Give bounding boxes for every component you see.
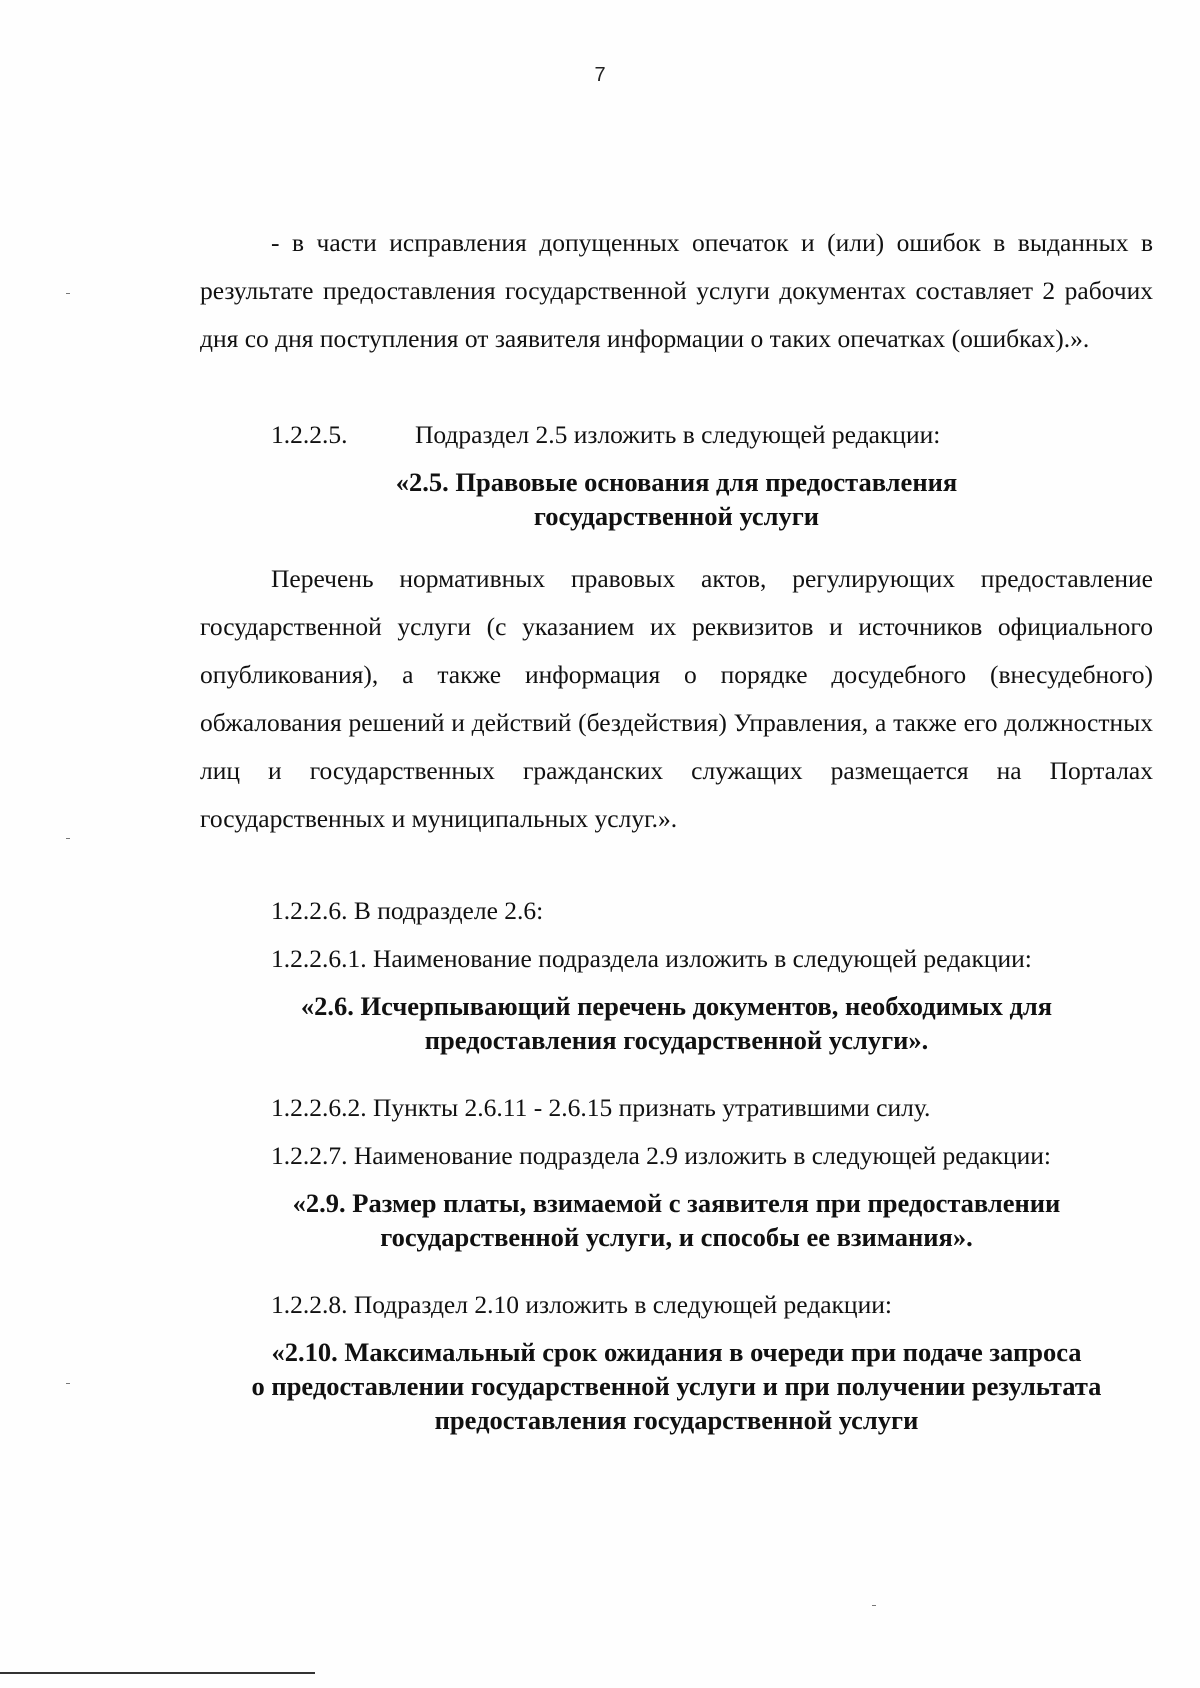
scan-mark xyxy=(66,838,70,839)
footer-rule xyxy=(0,1672,315,1674)
paragraph-typos-correction: - в части исправления допущенных опечаток и (или) ошибок в выданных в результате предоставления государственной услуги документах составляет 2 рабочих дня со дня поступления от заявителя информации о таких опечатках (ошибках).». xyxy=(200,228,1153,353)
scan-mark xyxy=(872,1605,876,1606)
item-1-2-2-6-2: 1.2.2.6.2. Пункты 2.6.11 - 2.6.15 признать утратившими силу. xyxy=(271,1093,931,1122)
heading-2-9 xyxy=(190,1186,1163,1254)
heading-line: государственной услуги xyxy=(533,501,820,531)
item-1-2-2-6: 1.2.2.6. В подразделе 2.6: xyxy=(271,896,544,925)
scan-mark xyxy=(66,293,70,294)
scan-mark xyxy=(66,1383,70,1384)
heading-2-5 xyxy=(190,465,1163,533)
heading-line: предоставления государственной услуги». xyxy=(424,1025,929,1055)
heading-line: государственной услуги, и способы ее взимания». xyxy=(380,1222,973,1252)
heading-2-6 xyxy=(190,989,1163,1057)
heading-line: «2.9. Размер платы, взимаемой с заявителя при предоставлении xyxy=(292,1188,1061,1218)
item-1-2-2-5 xyxy=(271,411,1153,459)
page-number: 7 xyxy=(594,64,606,86)
heading-line: «2.5. Правовые основания для предоставления xyxy=(395,467,958,497)
item-1-2-2-8: 1.2.2.8. Подраздел 2.10 изложить в следующей редакции: xyxy=(271,1290,892,1319)
item-1-2-2-7: 1.2.2.7. Наименование подраздела 2.9 изложить в следующей редакции: xyxy=(271,1141,1051,1170)
heading-line: предоставления государственной услуги xyxy=(434,1405,919,1435)
heading-line: «2.6. Исчерпывающий перечень документов, необходимых для xyxy=(300,991,1053,1021)
paragraph-legal-basis: Перечень нормативных правовых актов, регулирующих предоставление государственной услуги (с указанием их реквизитов и источников официального опубликования), а также информация о порядке досудебного (внесудебного) обжалования решений и действий (бездействия) Управления, а также его должностных лиц и государственных гражданских служащих размещается на Порталах государственных и муниципальных услуг.». xyxy=(200,564,1153,833)
item-text: Подраздел 2.5 изложить в следующей редакции: xyxy=(415,420,941,449)
heading-line: «2.10. Максимальный срок ожидания в очереди при подаче запроса xyxy=(271,1337,1082,1367)
heading-line: о предоставлении государственной услуги и при получении результата xyxy=(251,1371,1102,1401)
item-1-2-2-6-1: 1.2.2.6.1. Наименование подраздела изложить в следующей редакции: xyxy=(271,944,1032,973)
item-number: 1.2.2.5. xyxy=(271,420,348,449)
heading-2-10 xyxy=(190,1335,1163,1437)
